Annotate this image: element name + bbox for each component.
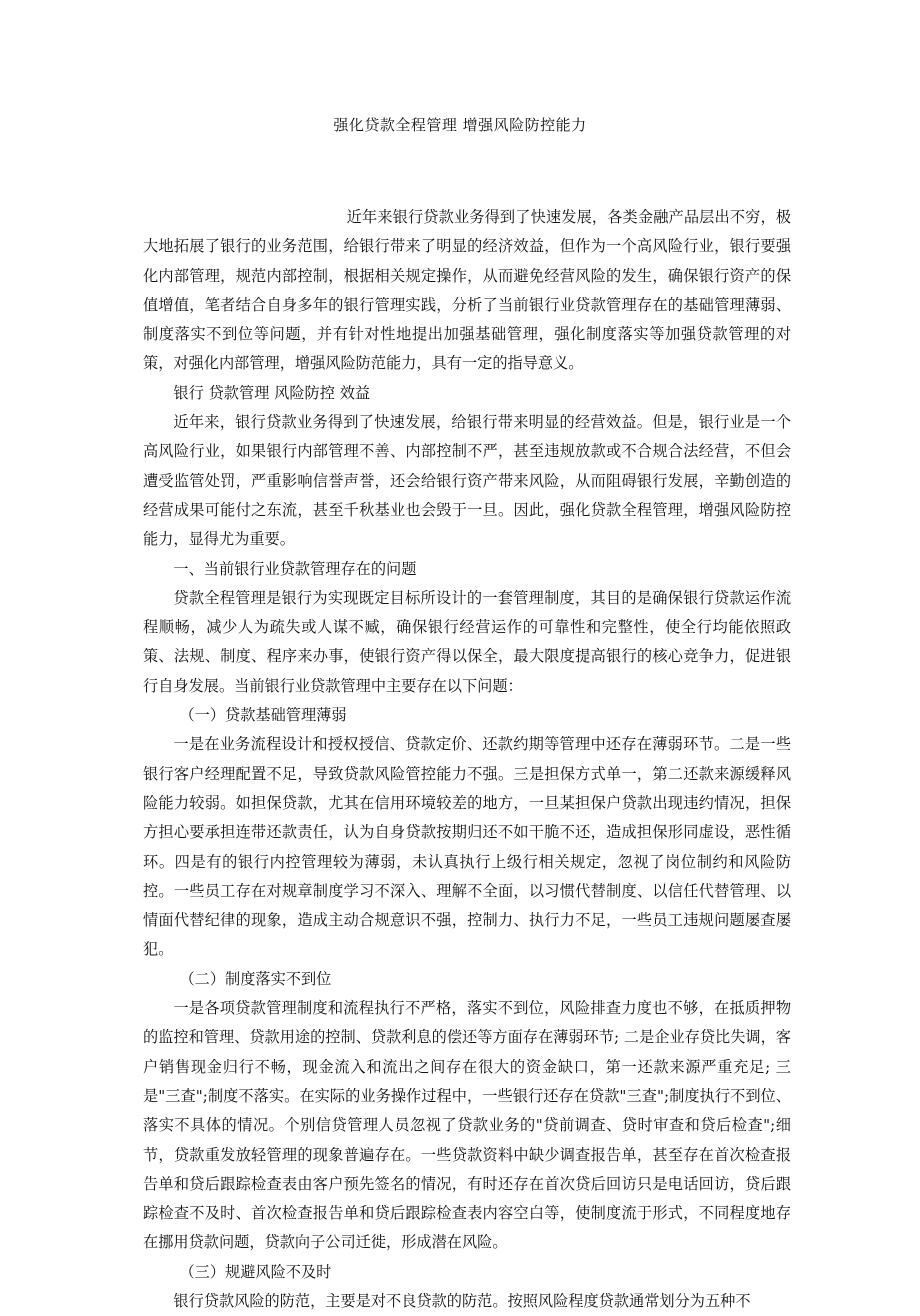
subsection-heading-1: （一）贷款基础管理薄弱 [179,706,347,725]
subsection-paragraph-2: 一是各项贷款管理制度和流程执行不严格，落实不到位，风险排查力度也不够，在抵质押物的监控和管理、贷款用途的控制、贷款利息的偿还等方面存在薄弱环节; 二是企业存贷比失调，客户销售现金归行不畅，现金流入和流出之间存在很大的资金缺口，第一还款来源严重充足; 三是"三查";制度不落实。在实际的业务操作过程中，一些银行还存在贷款"三查";制度执行不到位、落实不具体的情况。个别信贷管理人员忽视了贷款业务的"贷前调查、贷时审查和贷后检查";细节，贷款重发放轻管理的现象普遍存在。一些贷款资料中缺少调查报告单，甚至存在首次检查报告单和贷后跟踪检查表由客户预先签名的情况，有时还存在首次贷后回访只是电话回访，贷后跟踪检查不及时、首次检查报告单和贷后跟踪检查表内容空白等，使制度流于形式，不同程度地存在挪用贷款问题，贷款向子公司迁徙，形成潜在风险。 [143,999,791,1252]
document-title: 强化贷款全程管理 增强风险防控能力 [333,116,587,134]
subsection-heading-3: （三）规避风险不及时 [179,1262,332,1281]
section-heading-1: 一、当前银行业贷款管理存在的问题 [173,559,417,578]
document-body [143,203,791,1316]
intro-paragraph: 近年来，银行贷款业务得到了快速发展，给银行带来明显的经营效益。但是，银行业是一个高风险行业，如果银行内部管理不善、内部控制不严，甚至违规放款或不合规合法经营，不但会遭受监管处罚，严重影响信誉声誉，还会给银行资产带来风险，从而阻碍银行发展，辛勤创造的经营成果可能付之东流，甚至千秋基业也会毁于一旦。因此，强化贷款全程管理，增强风险防控能力，显得尤为重要。 [143,413,791,549]
keywords-line: 银行 贷款管理 风险防控 效益 [173,383,371,402]
abstract-paragraph: 近年来银行贷款业务得到了快速发展，各类金融产品层出不穷，极大地拓展了银行的业务范围，给银行带来了明显的经济效益，但作为一个高风险行业，银行要强化内部管理，规范内部控制，根据相关规定操作，从而避免经营风险的发生，确保银行资产的保值增值，笔者结合自身多年的银行管理实践，分析了当前银行业贷款管理存在的基础管理薄弱、制度落实不到位等问题，并有针对性地提出加强基础管理，强化制度落实等加强贷款管理的对策，对强化内部管理，增强风险防范能力，具有一定的指导意义。 [143,208,791,373]
subsection-heading-2: （二）制度落实不到位 [179,969,332,988]
subsection-paragraph-1: 一是在业务流程设计和授权授信、贷款定价、还款约期等管理中还存在薄弱环节。二是一些银行客户经理配置不足，导致贷款风险管控能力不强。三是担保方式单一，第二还款来源缓释风险能力较弱。如担保贷款，尤其在信用环境较差的地方，一旦某担保户贷款出现违约情况，担保方担心要承担连带还款责任，认为自身贷款按期归还不如干脆不还，造成担保形同虚设，恶性循环。四是有的银行内控管理较为薄弱，未认真执行上级行相关规定，忽视了岗位制约和风险防控。一些员工存在对规章制度学习不深入、理解不全面，以习惯代替制度、以信任代替管理、以情面代替纪律的现象，造成主动合规意识不强，控制力、执行力不足，一些员工违规问题屡查屡犯。 [143,735,791,959]
subsection-paragraph-3: 银行贷款风险的防范，主要是对不良贷款的防范。按照风险程度贷款通常划分为五种不 [173,1291,751,1310]
section-paragraph-1: 贷款全程管理是银行为实现既定目标所设计的一套管理制度，其目的是确保银行贷款运作流程顺畅，减少人为疏失或人谋不臧，确保银行经营运作的可靠性和完整性，使全行均能依照政策、法规、制度、程序来办事，使银行资产得以保全，最大限度提高银行的核心竞争力，促进银行自身发展。当前银行业贷款管理中主要存在以下问题： [143,588,791,695]
